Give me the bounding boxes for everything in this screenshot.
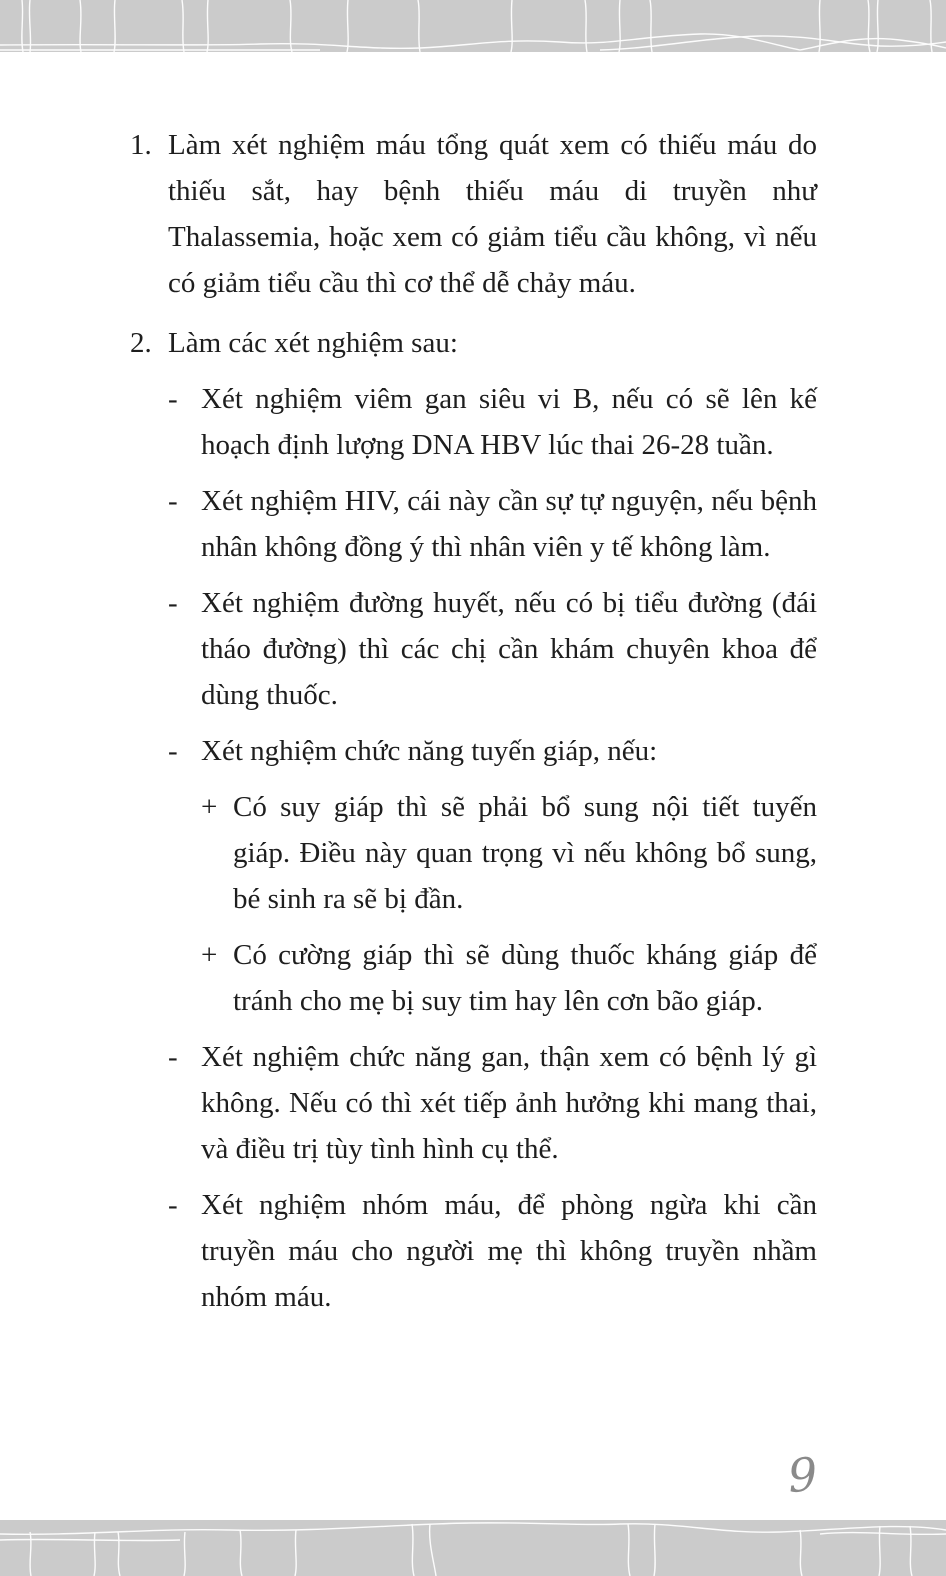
list-item-text: Làm xét nghiệm máu tổng quát xem có thiếu máu do thiếu sắt, hay bệnh thiếu máu di truyền như Thalassemia, hoặc xem có giảm tiểu cầu không, vì nếu có giảm tiểu cầu thì cơ thể dễ chảy máu. (168, 129, 817, 299)
sublist-item (168, 1182, 817, 1320)
list-item (130, 122, 817, 306)
sublist-item-text: Xét nghiệm đường huyết, nếu có bị tiểu đường (đái tháo đường) thì các chị cần khám chuyên khoa để dùng thuốc. (201, 587, 817, 711)
list-item-number: 2. (130, 327, 152, 359)
dash-marker: - (168, 735, 178, 767)
dash-marker: - (168, 1041, 178, 1073)
sublist (168, 376, 817, 1320)
footer-decorative-band (0, 1520, 946, 1576)
page-number: 9 (785, 1447, 819, 1503)
sublist-item-text: Xét nghiệm HIV, cái này cần sự tự nguyện, nếu bệnh nhân không đồng ý thì nhân viên y tế không làm. (201, 485, 817, 563)
sublist-item-text: Xét nghiệm chức năng gan, thận xem có bệnh lý gì không. Nếu có thì xét tiếp ảnh hưởng khi mang thai, và điều trị tùy tình hình cụ thể. (201, 1041, 817, 1165)
dash-marker: - (168, 383, 178, 415)
sublist-item-text: Xét nghiệm nhóm máu, để phòng ngừa khi cần truyền máu cho người mẹ thì không truyền nhầm nhóm máu. (201, 1189, 817, 1313)
dash-marker: - (168, 1189, 178, 1221)
dash-marker: - (168, 587, 178, 619)
subsublist-item (201, 784, 817, 922)
subsublist-item-text: Có cường giáp thì sẽ dùng thuốc kháng giáp để tránh cho mẹ bị suy tim hay lên cơn bão giáp. (233, 939, 817, 1017)
page-content (130, 122, 817, 1334)
plus-marker: + (201, 939, 218, 971)
dash-marker: - (168, 485, 178, 517)
footer-band-background (0, 1520, 946, 1576)
sublist-item (168, 1034, 817, 1172)
list-item-text: Làm các xét nghiệm sau: (168, 327, 458, 359)
sublist-item (168, 478, 817, 570)
plus-marker: + (201, 791, 218, 823)
sublist-item (168, 376, 817, 468)
sublist-item-text: Xét nghiệm chức năng tuyến giáp, nếu: (201, 735, 658, 767)
list-item-number: 1. (130, 129, 152, 161)
list-item (130, 320, 817, 1320)
sublist-item-text: Xét nghiệm viêm gan siêu vi B, nếu có sẽ lên kế hoạch định lượng DNA HBV lúc thai 26-28 tuần. (201, 383, 817, 461)
sublist-item (168, 580, 817, 718)
subsublist-item (201, 932, 817, 1024)
header-decorative-band (0, 0, 946, 52)
sublist-item (168, 728, 817, 1024)
subsublist-item-text: Có suy giáp thì sẽ phải bổ sung nội tiết tuyến giáp. Điều này quan trọng vì nếu không bổ sung, bé sinh ra sẽ bị đần. (233, 791, 817, 915)
